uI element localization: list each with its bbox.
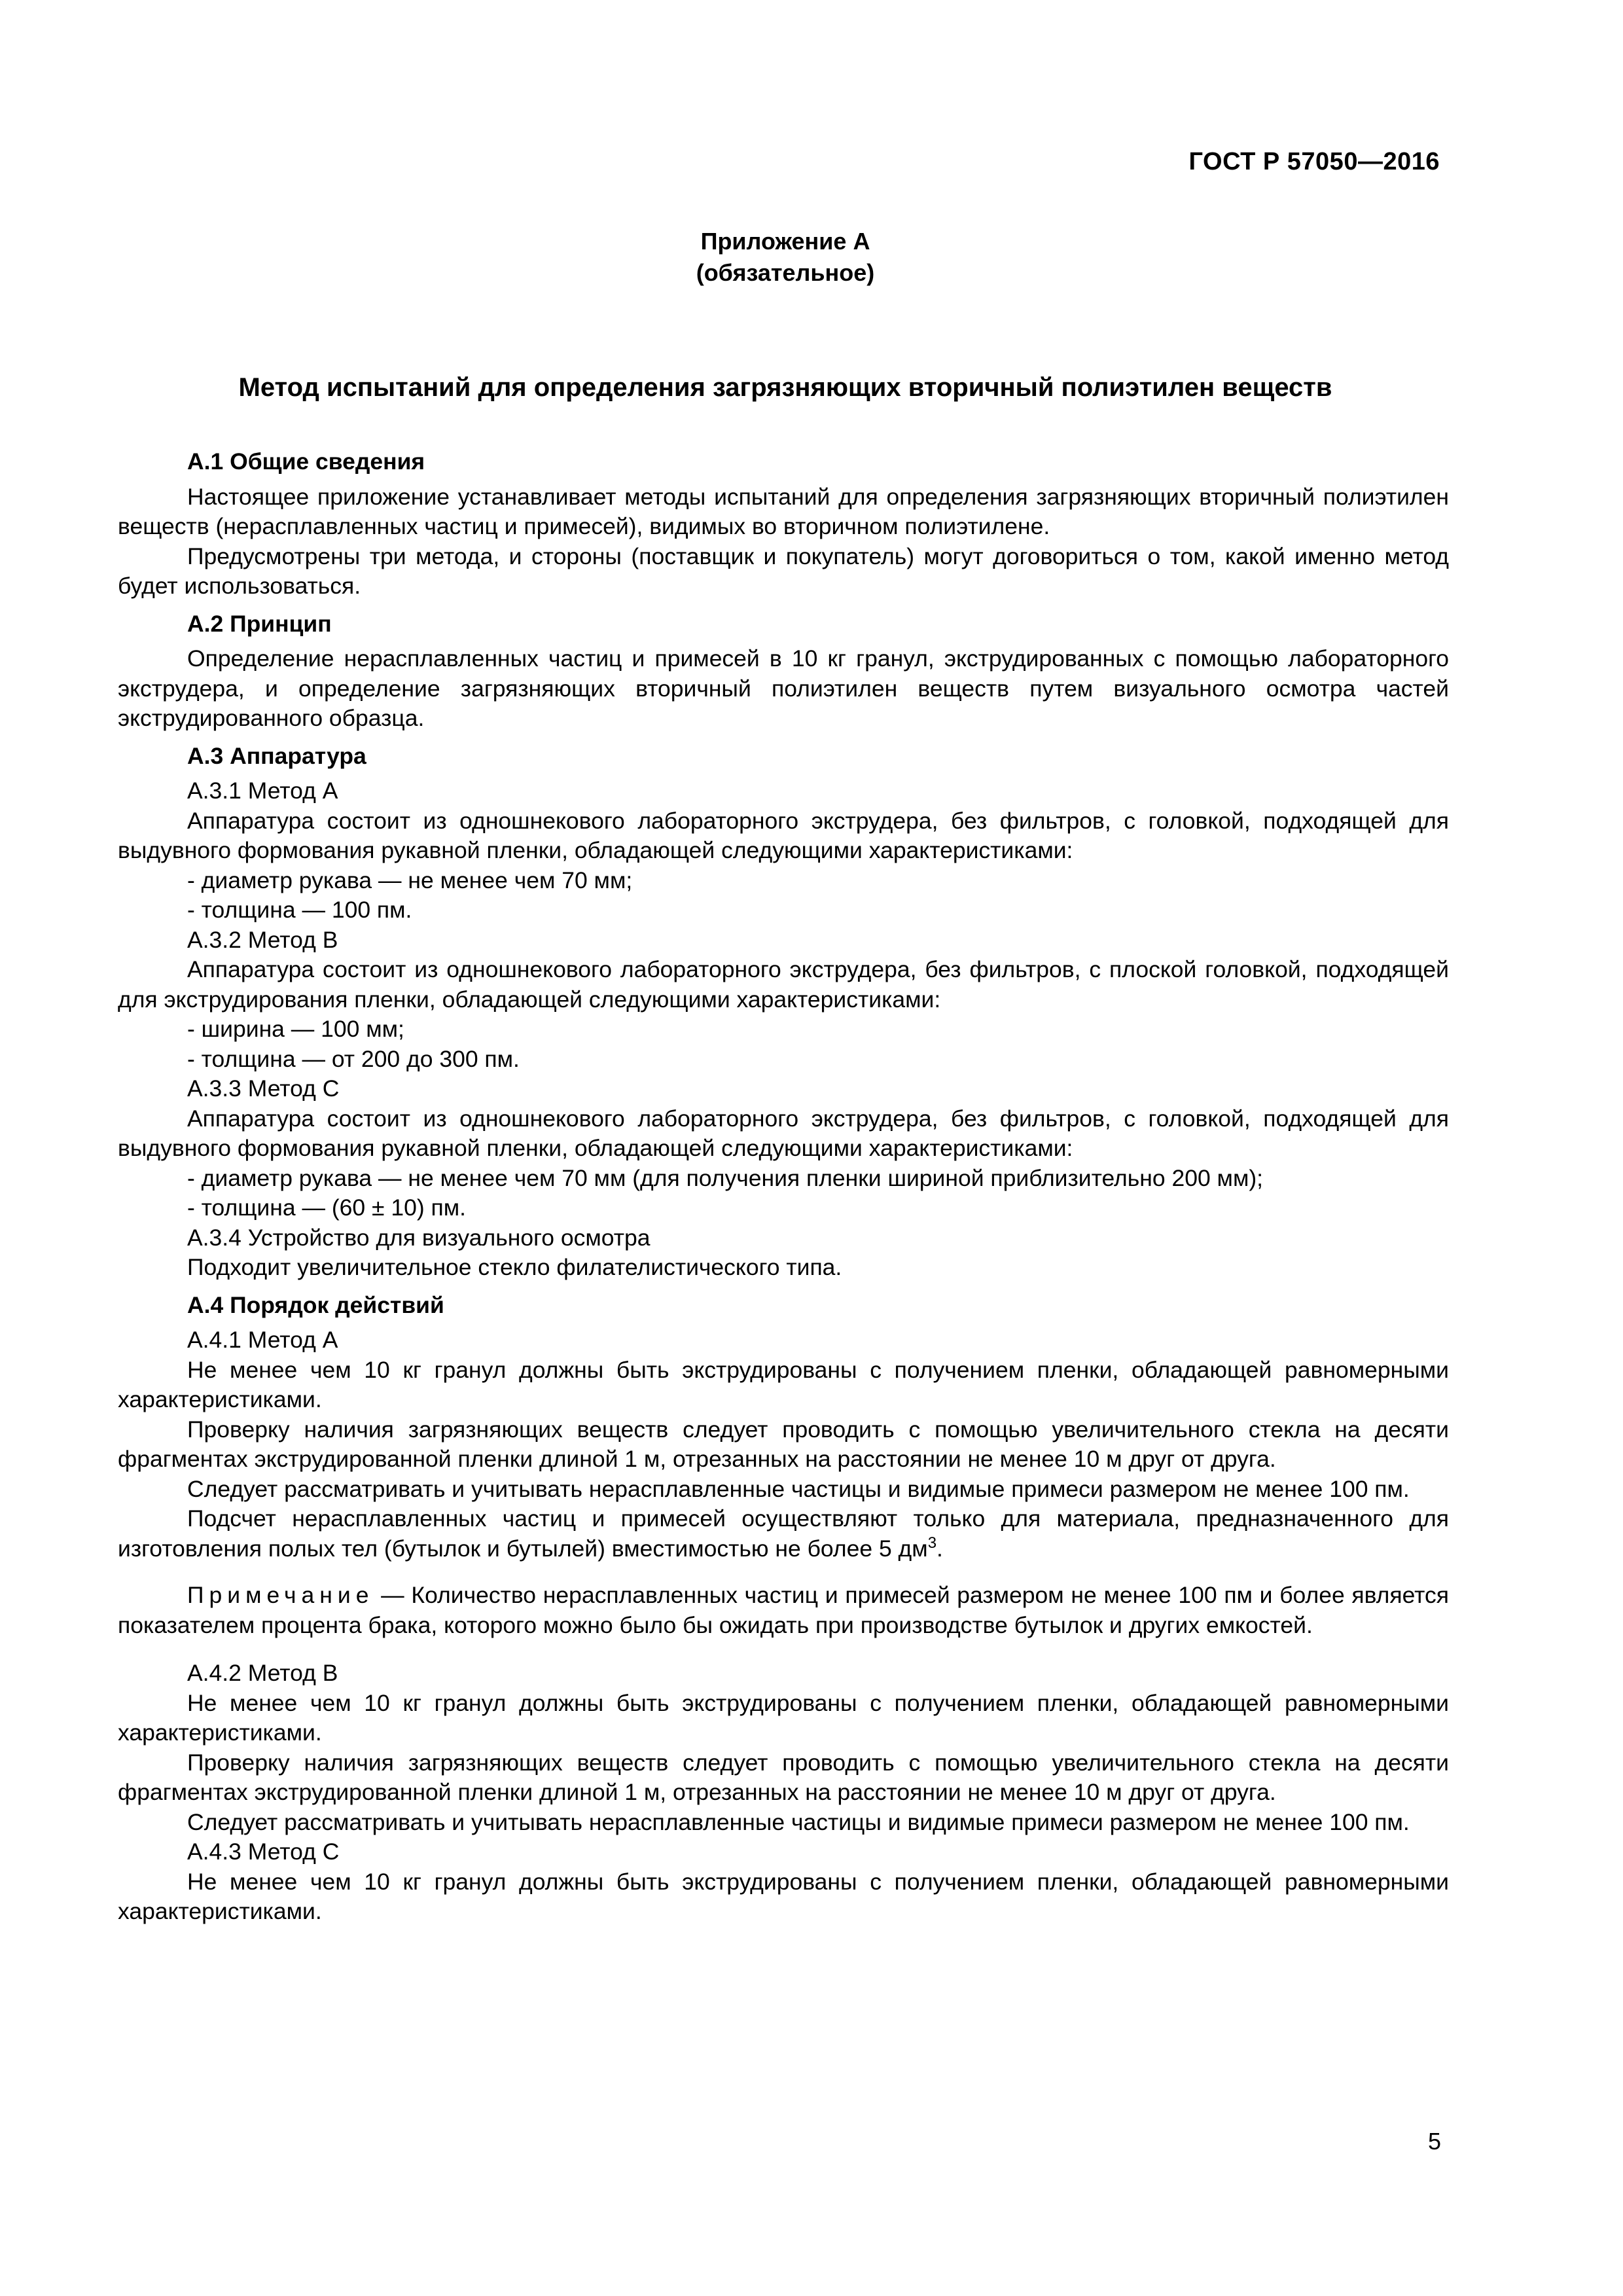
- paragraph: Проверку наличия загрязняющих веществ следует проводить с помощью увеличительного стекла на десяти фрагментах экструдированной пленки длиной 1 м, отрезанных на расстоянии не менее 10 м друг от друга.: [118, 1416, 1449, 1472]
- subsection-title: А.4.2 Метод В: [187, 1660, 338, 1686]
- annex-heading: [0, 226, 1571, 289]
- method-title: Метод испытаний для определения загрязняющих вторичный полиэтилен веществ: [238, 373, 1332, 402]
- subsection-title: А.3.3 Метод С: [187, 1075, 340, 1102]
- section-heading-a3: А.3 Аппаратура: [187, 742, 366, 769]
- list-item: - толщина — (60 ± 10) пм.: [187, 1194, 467, 1221]
- paragraph-end: .: [936, 1535, 943, 1562]
- subsection-title: А.4.1 Метод А: [187, 1327, 338, 1353]
- paragraph: Не менее чем 10 кг гранул должны быть экструдированы с получением пленки, обладающей равномерными характеристиками.: [118, 1868, 1449, 1924]
- paragraph: Настоящее приложение устанавливает методы испытаний для определения загрязняющих вторичный полиэтилен веществ (нерасплавленных частиц и примесей), видимых во вторичном полиэтилене.: [118, 483, 1449, 539]
- standard-code: ГОСТ Р 57050—2016: [1188, 148, 1440, 175]
- section-heading-a1: А.1 Общие сведения: [187, 448, 425, 475]
- paragraph: Аппаратура состоит из одношнекового лабораторного экструдера, без фильтров, с головкой, подходящей для выдувного формования рукавной пленки, обладающей следующими характеристиками:: [118, 807, 1449, 863]
- annex-title: Приложение А: [700, 228, 870, 255]
- annex-status: (обязательное): [696, 259, 875, 286]
- paragraph: Определение нерасплавленных частиц и примесей в 10 кг гранул, экструдированных с помощью лабораторного экструдера, и определение загрязняющих вторичный полиэтилен веществ путем визуального осмотра частей экструдированного образца.: [118, 645, 1449, 731]
- list-item: - ширина — 100 мм;: [187, 1016, 404, 1042]
- paragraph: Аппаратура состоит из одношнекового лабораторного экструдера, без фильтров, с плоской головкой, подходящей для экструдирования пленки, обладающей следующими характеристиками:: [118, 956, 1449, 1013]
- paragraph-text: Подсчет нерасплавленных частиц и примесей осуществляют только для материала, предназначенного для изготовления полых тел (бутылок и бутылей) вместимостью не более 5 дм: [118, 1505, 1449, 1562]
- note: [118, 1581, 1449, 1640]
- paragraph: Следует рассматривать и учитывать нерасплавленные частицы и видимые примеси размером не менее 100 пм.: [187, 1475, 1410, 1502]
- section-heading-a2: А.2 Принцип: [187, 610, 332, 637]
- paragraph-with-superscript: [118, 1504, 1449, 1564]
- list-item: - диаметр рукава — не менее чем 70 мм;: [187, 867, 633, 893]
- subsection-title: А.3.2 Метод В: [187, 926, 338, 953]
- paragraph: Аппаратура состоит из одношнекового лабораторного экструдера, без фильтров, с головкой, подходящей для выдувного формования рукавной пленки, обладающей следующими характеристиками:: [118, 1105, 1449, 1161]
- paragraph: Подходит увеличительное стекло филателистического типа.: [187, 1254, 842, 1280]
- section-heading-a4: А.4 Порядок действий: [187, 1291, 444, 1318]
- note-text: — Количество нерасплавленных частиц и примесей размером не менее 100 пм и более является показателем процента брака, которого можно было бы ожидать при производстве бутылок и других емкостей.: [118, 1582, 1449, 1638]
- list-item: - диаметр рукава — не менее чем 70 мм (для получения пленки шириной приблизительно 200 мм);: [187, 1164, 1264, 1191]
- subsection-title: А.3.4 Устройство для визуального осмотра: [187, 1224, 651, 1251]
- paragraph: Не менее чем 10 кг гранул должны быть экструдированы с получением пленки, обладающей равномерными характеристиками.: [118, 1689, 1449, 1746]
- page-number: 5: [1427, 2128, 1441, 2155]
- subsection-title: А.4.3 Метод С: [187, 1839, 340, 1865]
- paragraph: Следует рассматривать и учитывать нерасплавленные частицы и видимые примеси размером не менее 100 пм.: [187, 1808, 1410, 1835]
- paragraph: Не менее чем 10 кг гранул должны быть экструдированы с получением пленки, обладающей равномерными характеристиками.: [118, 1356, 1449, 1412]
- note-label: Примечание: [187, 1582, 374, 1608]
- superscript: 3: [927, 1534, 937, 1552]
- subsection-title: А.3.1 Метод А: [187, 778, 338, 804]
- paragraph: Предусмотрены три метода, и стороны (поставщик и покупатель) могут договориться о том, какой именно метод будет использоваться.: [118, 543, 1449, 599]
- list-item: - толщина — 100 пм.: [187, 897, 412, 923]
- paragraph: Проверку наличия загрязняющих веществ следует проводить с помощью увеличительного стекла на десяти фрагментах экструдированной пленки длиной 1 м, отрезанных на расстоянии не менее 10 м друг от друга.: [118, 1749, 1449, 1805]
- list-item: - толщина — от 200 до 300 пм.: [187, 1045, 520, 1072]
- document-body: [118, 447, 1449, 1927]
